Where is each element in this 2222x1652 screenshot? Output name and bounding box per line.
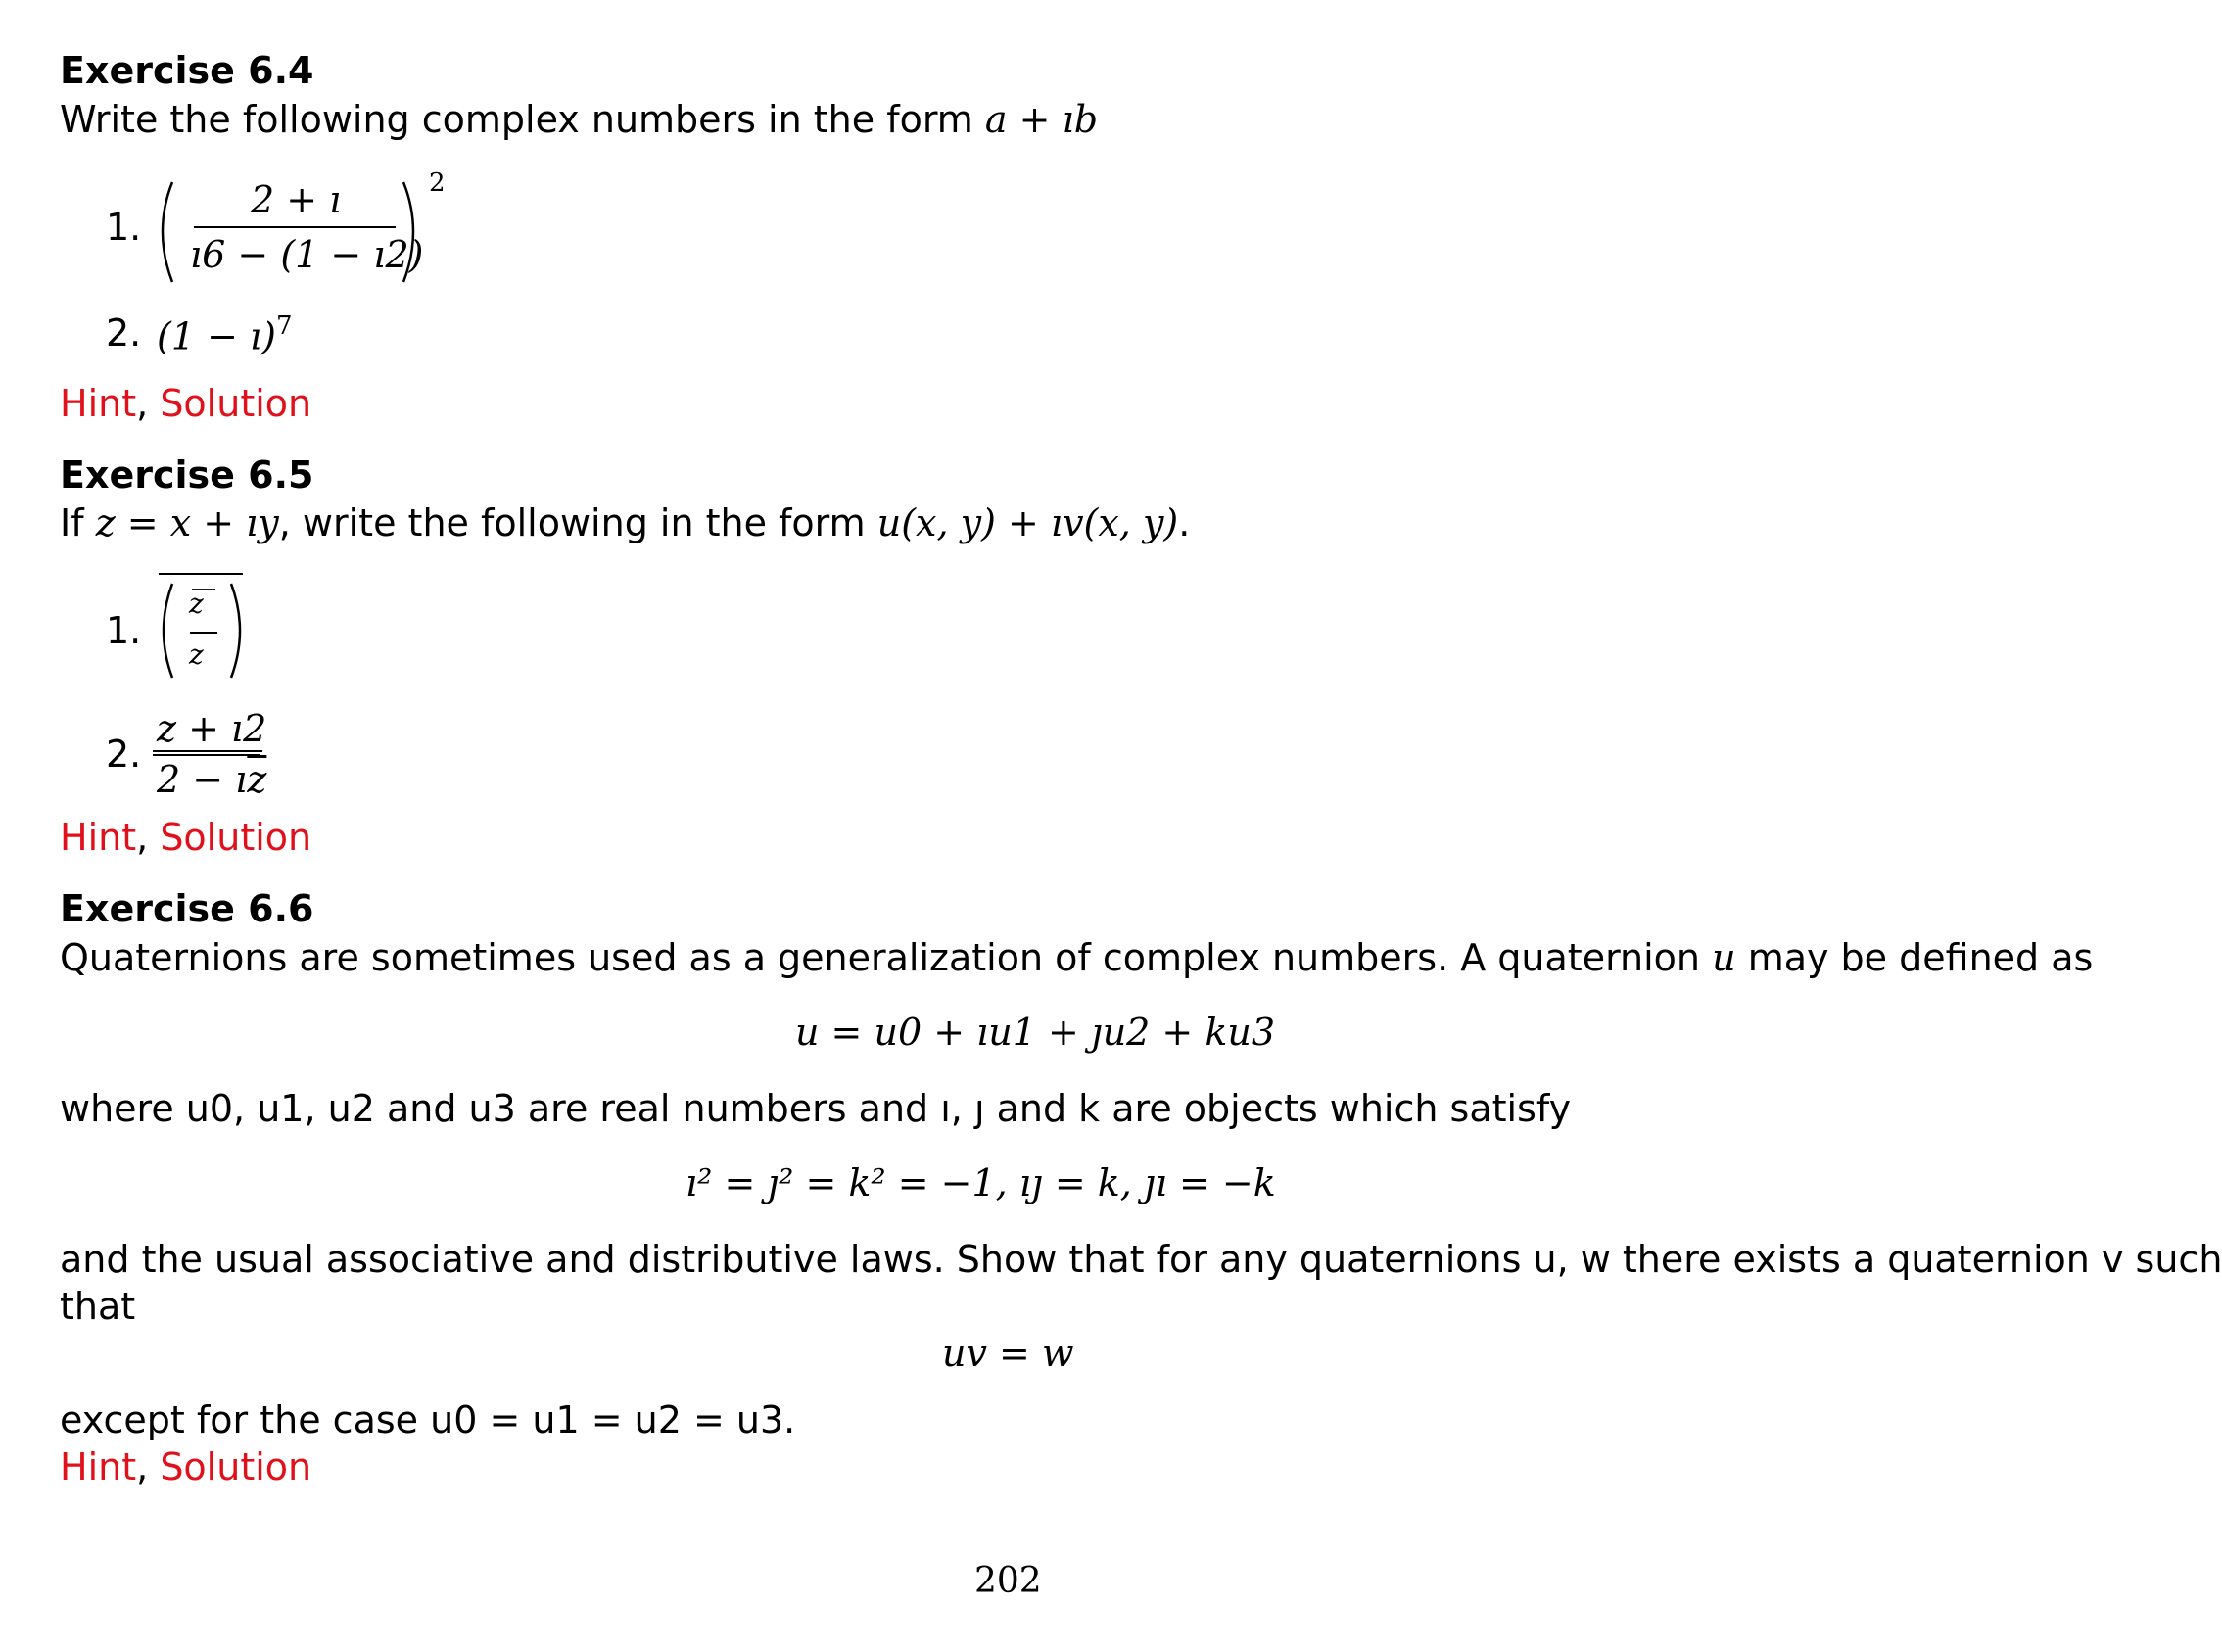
separator: ,	[136, 816, 149, 859]
exponent: 2	[429, 168, 446, 198]
hint-link[interactable]: Hint	[60, 816, 137, 859]
fraction-bar	[153, 750, 262, 752]
item-number: 1.	[106, 609, 142, 652]
exercise-6-4-intro	[60, 98, 1098, 141]
solution-link[interactable]: Solution	[160, 816, 312, 859]
z-conjugate: $\overline{z}$	[247, 758, 267, 801]
item-number: 1.	[106, 206, 142, 249]
intro-text: Write the following complex numbers in the form	[60, 98, 973, 141]
numerator: 2 + ı	[251, 178, 342, 221]
exercise-6-5-heading: Exercise 6.5	[60, 453, 314, 496]
paragraph-2: where u0, u1, u2 and u3 are real numbers and ı, ȷ and k are objects which satisfy	[60, 1087, 1572, 1130]
page-number: 202	[974, 1561, 1042, 1601]
numerator: z + ı2	[157, 707, 267, 750]
paragraph-4: except for the case u0 = u1 = u2 = u3.	[60, 1398, 796, 1441]
uv-form: u(x, y) + ıv(x, y)	[876, 501, 1179, 544]
separator: ,	[136, 382, 149, 425]
links-6-6	[60, 1445, 311, 1488]
equation-uv-w: uv = w	[942, 1332, 1074, 1375]
paragraph-3-line-2: that	[60, 1285, 136, 1328]
item-number: 2.	[106, 732, 142, 776]
item-number: 2.	[106, 311, 142, 354]
solution-link[interactable]: Solution	[160, 1445, 312, 1488]
intro-mid: , write the following in the form	[278, 501, 866, 544]
form-expression: a + ıb	[984, 98, 1099, 141]
quaternion-rules: ı² = ȷ² = k² = −1, ıȷ = k, ȷı = −k	[686, 1161, 1276, 1204]
denominator-z: z	[189, 638, 204, 671]
exercise-6-6-heading: Exercise 6.6	[60, 887, 314, 930]
hint-link[interactable]: Hint	[60, 1445, 137, 1488]
separator: ,	[136, 1445, 149, 1488]
z-definition: z = x + ıy	[95, 501, 279, 544]
expression-2	[157, 311, 293, 358]
numerator-zbar: z	[189, 588, 204, 620]
hint-link[interactable]: Hint	[60, 382, 137, 425]
links-6-5	[60, 816, 311, 859]
intro-if: If	[60, 501, 84, 544]
solution-link[interactable]: Solution	[160, 382, 312, 425]
paragraph-3-line-1: and the usual associative and distributive laws. Show that for any quaternions u, w there exists a quaternion v such	[60, 1238, 2222, 1281]
paragraph-1: Quaternions are sometimes used as a generalization of complex numbers. A quaternion u may be defined as	[60, 936, 2094, 979]
exercise-6-5-intro	[60, 501, 1190, 544]
links-6-4	[60, 382, 311, 425]
exercise-6-4-heading: Exercise 6.4	[60, 49, 314, 92]
exponent: 7	[275, 311, 293, 341]
denominator: $2 - ı\overline{z}$	[157, 758, 267, 801]
denominator: ı6 − (1 − ı2)	[190, 233, 424, 276]
intro-end: .	[1178, 501, 1191, 544]
base: (1 − ı)	[157, 314, 276, 358]
quaternion-definition: u = u0 + ıu1 + ȷu2 + ku3	[795, 1011, 1276, 1054]
